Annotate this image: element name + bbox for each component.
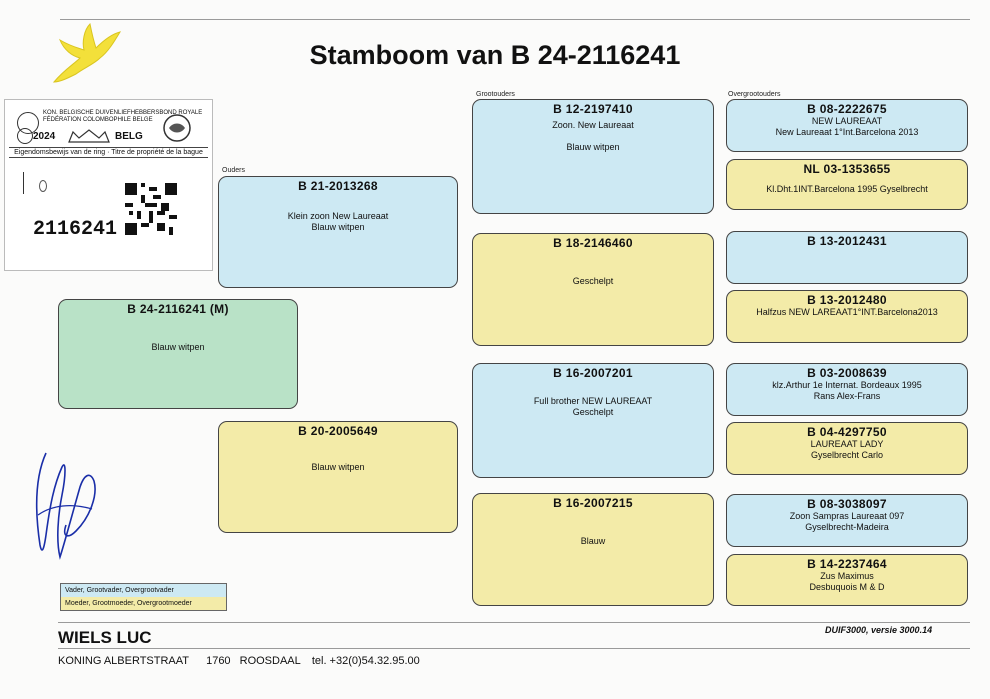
grandparent-card[interactable] (472, 493, 714, 606)
great-grandparent-line: New Laureaat 1°Int.Barcelona 2013 (775, 127, 919, 137)
ring-year: 2024 (33, 131, 56, 142)
dam-line: Blauw witpen (311, 462, 365, 472)
dam-ring: B 20-2005649 (298, 424, 378, 438)
great-grandparent-ring: B 08-2222675 (807, 102, 887, 116)
bottom-rule (58, 622, 970, 623)
great-grandparent-line: NEW LAUREAAT (811, 116, 883, 126)
top-rule (60, 19, 970, 20)
great-grandparent-ring: B 14-2237464 (807, 557, 887, 571)
great-grandparent-card[interactable] (726, 290, 968, 343)
great-grandparent-line: Zus Maximus (820, 571, 874, 581)
great-grandparent-line: Rans Alex-Frans (813, 391, 881, 401)
owner-phone: tel. +32(0)54.32.95.00 (311, 655, 420, 667)
owner-city: ROOSDAAL (239, 655, 301, 667)
great-grandparent-line: Gyselbrecht Carlo (810, 450, 884, 460)
grandparent-ring: B 12-2197410 (553, 102, 633, 116)
footer-rule (58, 648, 970, 649)
section-grandparents: Grootouders (476, 91, 515, 98)
subject-line: Blauw witpen (151, 342, 205, 352)
page-title: Stamboom van B 24-2116241 (309, 40, 681, 70)
great-grandparent-card[interactable] (726, 231, 968, 284)
subject-card[interactable] (58, 299, 298, 409)
grandparent-line: Full brother NEW LAUREAAT (533, 396, 653, 406)
crown-emblem-icon (67, 128, 111, 144)
great-grandparent-card[interactable] (726, 159, 968, 210)
grandparent-ring: B 18-2146460 (553, 236, 633, 250)
great-grandparent-line: klz.Arthur 1e Internat. Bordeaux 1995 (772, 380, 922, 390)
grandparent-line (473, 131, 713, 142)
great-grandparent-line: Kl.Dht.1INT.Barcelona 1995 Gyselbrecht (766, 184, 928, 194)
federation-seal-icon (155, 112, 199, 144)
ring-country: BELG (115, 131, 143, 142)
great-grandparent-ring: B 13-2012480 (807, 293, 887, 307)
great-grandparent-line: Zoon Sampras Laureaat 097 (789, 511, 905, 521)
ring-number: 2116241 (33, 218, 118, 241)
grandparent-line: Blauw witpen (566, 142, 620, 152)
legend-male: Vader, Grootvader, Overgrootvader (61, 584, 226, 597)
ring-card-hole (39, 180, 47, 192)
kbdb-logo-icon (17, 128, 33, 144)
software-version: DUIF3000, versie 3000.14 (825, 625, 933, 635)
grandparent-line: Blauw (580, 536, 606, 546)
signature (32, 445, 107, 565)
grandparent-line: Geschelpt (572, 276, 614, 286)
dam-card[interactable] (218, 421, 458, 533)
great-grandparent-ring: B 13-2012431 (807, 234, 887, 248)
grandparent-card[interactable] (472, 233, 714, 346)
great-grandparent-card[interactable] (726, 422, 968, 475)
great-grandparent-card[interactable] (726, 99, 968, 152)
color-legend (60, 583, 227, 611)
qr-code (125, 182, 177, 236)
legend-female: Moeder, Grootmoeder, Overgrootmoeder (61, 597, 226, 610)
owner-address (58, 655, 434, 667)
owner-street: KONING ALBERTSTRAAT (58, 655, 190, 667)
owner-name: WIELS LUC (58, 628, 152, 647)
sire-card[interactable] (218, 176, 458, 288)
sire-line: Blauw witpen (311, 222, 365, 232)
great-grandparent-ring: B 04-4297750 (807, 425, 887, 439)
great-grandparent-ring: B 03-2008639 (807, 366, 887, 380)
subject-ring: B 24-2116241 (M) (127, 302, 229, 316)
great-grandparent-ring: NL 03-1353655 (803, 162, 891, 176)
grandparent-card[interactable] (472, 363, 714, 478)
great-grandparent-ring: B 08-3038097 (807, 497, 887, 511)
grandparent-card[interactable] (472, 99, 714, 214)
ring-ownership-card (4, 99, 213, 271)
great-grandparent-card[interactable] (726, 494, 968, 547)
great-grandparent-line: LAUREAAT LADY (810, 439, 884, 449)
section-great-grandparents: Overgrootouders (728, 91, 781, 98)
great-grandparent-card[interactable] (726, 363, 968, 416)
ring-card-mark (23, 172, 24, 194)
great-grandparent-card[interactable] (726, 554, 968, 606)
sire-line: Klein zoon New Laureaat (287, 211, 389, 221)
grandparent-ring: B 16-2007215 (553, 496, 633, 510)
great-grandparent-line: Desbuquois M & D (809, 582, 885, 592)
grandparent-line: Geschelpt (572, 407, 614, 417)
great-grandparent-line: Halfzus NEW LAREAAT1°INT.Barcelona2013 (756, 307, 938, 317)
sire-ring: B 21-2013268 (298, 179, 378, 193)
ring-property-text: Eigendomsbewijs van de ring · Titre de propriété de la bague (9, 147, 208, 158)
grandparent-line: Zoon. New Laureaat (552, 120, 634, 130)
owner-postcode: 1760 (206, 655, 231, 667)
grandparent-ring: B 16-2007201 (553, 366, 633, 380)
section-parents: Ouders (222, 167, 245, 174)
great-grandparent-line: Gyselbrecht-Madeira (805, 522, 889, 532)
ring-card-header: KON. BELGISCHE DUIVENLIEFHEBBERSBOND ROYALE FÉDÉRATION COLOMBOPHILE BELGE (43, 110, 203, 123)
